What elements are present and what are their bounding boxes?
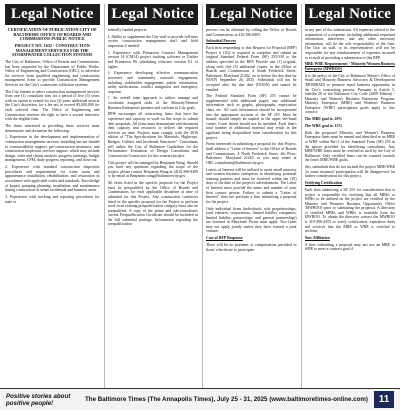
legal-notice-banner: Legal Notice xyxy=(5,4,100,25)
paragraph: Each firm submitting a SF 255 for consideration that is project is responsible for verifying that all MBEs or WBEs to be utilized on the project are certified by the Minority and Women's Business Opportunity Office (MWBOO) prior to submitting the proposal. A directory of certified MBEs and WBEs is available from the MWBOO. To obtain the directory contact the MWBOO at 410-396-4355 or verify certification, expiration dates and services that the MBE or WBE is certified to perform. xyxy=(304,187,395,234)
paragraph: This project will be managed by Benjamin Wang. Should you have any questions regarding the scope of the project, please contact Benjamin Wang at (410) 396-9309 or by email at Benjamin.wang@baltimorecity.gov. xyxy=(107,160,198,179)
paragraph: There will be no payment or compensation provided to firms' who desire to participate xyxy=(206,243,297,252)
column-2 xyxy=(104,4,199,388)
column-3-text xyxy=(206,28,297,388)
list-item: 3. Experience with tracking and reporting procedures for state or xyxy=(5,194,100,204)
paragraph: process can be obtained by calling the Office of Boards and Commissions at 410.396.6883. xyxy=(206,28,297,37)
legal-notice-banner: Legal Notice xyxy=(206,4,297,25)
list-item: 2. Experience with standard construction inspection procedures and requirements for water main and appurtenance installation, rehabilitation, and restoration in accordance with applicable codes and standards. Knowledge of bypass pumping planning, installation, and maintenance during construction in urban residential and business areas. xyxy=(5,165,100,193)
footer-masthead: The Baltimore Times (The Annapolis Times), July 25 - 31, 2025 (www.baltimoretimes-online.com) xyxy=(85,396,368,403)
list-item: 7. An overall team approach to utilize, manage and coordinate assigned tasks of the Minority/Women Business Enterprises partners and conform to City goals. xyxy=(107,96,198,110)
section-heading-mbe: MBE/WBE Requirements - Minority/Women Business Enterprise (MWBOO) xyxy=(304,62,395,71)
list-item: 1. Experience in the development and implementation of construction management services, including but not limited to constructability support, pre-construction assistance, and construction inspection services support, which may include design, order and claims analysis, progress meetings, budget management, CPM, daily progress reporting, and close out. xyxy=(5,135,100,163)
mbe-goal: The MBE goal is: 20% xyxy=(304,117,343,122)
list-item: 4. Ability to supplement the City staff to provide full-time on-site construction management staff and field inspection if needed. xyxy=(107,34,198,48)
notice-heading: CERTIFICATION OF PUBLICATION CITY OF BALTIMORE OFFICE OF BOARDS AND COMMISSIONS PUBLIC NOTICE xyxy=(7,28,97,42)
paragraph: Only individual firms (individuals, sole proprietorships, joint ventures, corporations, limited liability companies, limited liability partnerships, and general partnerships) are licensed in Maryland. Firms must apply. Two firms may not apply jointly unless they have formed a joint venture. xyxy=(206,206,297,234)
paragraph: Letters of Interest will be utilized to assist small minority and women business enterprises in identifying potential teaming partners and must be received within ten (10) days of the date of the project's advertisement. The Letter of Interest must provide the name and number of your firm contact person. Failure to submit a "Letter of Interest" does not preclude a firm submitting a proposal for the project. xyxy=(206,167,297,204)
paragraph: federally funded projects. xyxy=(107,28,148,32)
paragraph: Any submittals that do not include the project MBE/WBE (or some instance) participation will be disapproved for further consideration for this project. xyxy=(304,165,395,179)
paragraph: The City of Baltimore, Office of Boards and Commissions, has been requested by the Department of Public Works, Office of Engineering and Construction (OEC), to advertise for services from qualified engineering and construction management firms to provide Construction Management Services for the City's wastewater collection systems. xyxy=(5,59,100,87)
section-heading-verify: Verifying Certification xyxy=(304,181,343,186)
column-4-text xyxy=(305,28,396,388)
column-2-text xyxy=(108,28,199,388)
page-footer xyxy=(0,388,400,410)
paragraph: All firms listed in the specific proposal for the Project must be prequalified by the Office of Boards and Commissions for each applicable discipline at time of submittal for this Project. Any construction contractor listed in the specific proposal for the Project to perform work in an existing prequalification category must also be prequalified. A copy of the prime and sub-consultant's current Prequalification Certificate should be included in the full submittal package. Information regarding the prequalification xyxy=(107,181,198,227)
section-heading-submittal: Submittal Process xyxy=(206,39,236,44)
paragraph: The firms interested in providing these services must demonstrate and document the following: xyxy=(5,124,100,133)
column-1-text xyxy=(5,28,100,388)
column-4 xyxy=(301,4,396,388)
legal-notice-banner: Legal Notice xyxy=(108,4,199,25)
footer-tagline: Positive stories about positive people! xyxy=(6,392,71,407)
paragraph: Both the proposed Minority and Women's Business Enterprise firms must be named and identified as an MBE or WBE within Part I of the Standard Form (SF) 255 in the spaces provided for identifying consultants. Any MBE/WBE firms must be certified as such by the City of Baltimore. Only certified firms can be counted towards the firm's MBE/WBE goals. xyxy=(304,130,395,163)
legal-notice-banner: Legal Notice xyxy=(305,4,396,25)
paragraph: Firms interested in submitting a proposal for this Project, shall address a "Letter of Interest" to the Office of Boards and Commissions, 4 North Frederick Street, 4th Floor, Baltimore, Maryland 21202 or you may email at OBC.consultants@baltimorecity.gov. xyxy=(206,142,297,165)
column-3 xyxy=(202,4,297,388)
paragraph: A firm submitting a proposal may not use an MBE or WBE to meet a contract goal if xyxy=(304,242,395,252)
list-item: 5. Experience with Primavera Contract Management version 14 (CM14) project tracking software or Unifier and Primavera P6 scheduling software, version 8.1 or higher. xyxy=(107,50,198,69)
legal-notice-columns xyxy=(5,4,395,388)
paragraph: The Federal Standard Form (SF) 255 cannot be supplemented with additional pages; any additional information such as graphs, photographs, expectation chart, etc. All such information should be incorporated into the appropriate sections of the SF 255. Must be bound; should simply be stapled in the upper left-hand corner. Cover sheets should not be included. Each firm's total number of additional material may result in the applicant being disqualified from consideration for this project. xyxy=(206,94,297,140)
page-number: 11 xyxy=(374,391,394,408)
section-heading-cost: Cost of RFP Response xyxy=(206,236,243,241)
paragraph: The City intends to select construction management services from one (1) consultant firm for a period of five (5) years with an option to extend for two (2) years additional term at the City's discretion, for a fee not to exceed $5,000,000 for each selected firm. The Office of Engineering and Construction reserves the right to have a second interview with the eligible firm. xyxy=(5,89,100,122)
column-1 xyxy=(5,4,100,388)
section-heading-nonaffiliation: Non-Affiliation xyxy=(304,236,330,241)
project-title: PROJECT NO. 1632 - CONSTRUCTION MANAGEMENT SERVICES FOR THE STORMWATER COLLECTION SYSTEMS xyxy=(12,42,93,58)
wbe-goal: The WBE goal is: 15% xyxy=(304,124,343,129)
paragraph: It is the policy of the City of Baltimore Mayor's Office of Small and Minority Business Advocacy & Development (MOMBAD) to promote equal business opportunity in the City's contracting process. Pursuant to Article 5, Subtitle 28 of the Baltimore City Code (2009 Edition) - Minority and Women's Business Enterprise Program, Minority Enterprise (MBE) and Women's Business Enterprise (WBE) participation goals apply to this contract: xyxy=(304,73,395,115)
paragraph: Each firm responding to this Request for Proposal (RFP) Project # 1632 is required to complete and submit an original Standard Federal Form (SF) 255/330 to the address specified in the RFP. Provide one (1) original, along with five (5) additional copies, to the Office of Boards and Commissions 4 South Frederick Street, Baltimore, Maryland 21202, on or before the due date by NOON September 26, 2025. Submittals will not be accepted after the due date (NOON) and cannot be emailed. xyxy=(206,46,297,92)
paragraph: DPW encourages all contracting firms that have the experience and capacity to work on this scope to submit their proposals. All firms must demonstrate and document their capacity and resources to deliver the required services on time. Projects must comply with the 2016 edition of "The Specifications for Materials, Highways, Bridges, Utilities and Incidental Structures". Consultants will utilize the City of Baltimore Guidelines for the Performance Evaluation of Design Consultants and Construction Contractors for this contract/project. xyxy=(107,112,198,158)
paragraph: in any part of the submission. All expenses related to the preparation of a response, including additional requested information, interviews, and any other necessary information, will be the sole responsibility of the firm. The City, its staff, or its representatives will not be responsible for any reimbursement of expenses incurred as a result of providing a submission to this RFP. xyxy=(304,28,395,60)
list-item: 6. Experience developing effective communication processes and community outreach engagement, including stakeholder engagement, public information, utility notifications, conflict mitigation, and emergency response. xyxy=(107,71,198,94)
